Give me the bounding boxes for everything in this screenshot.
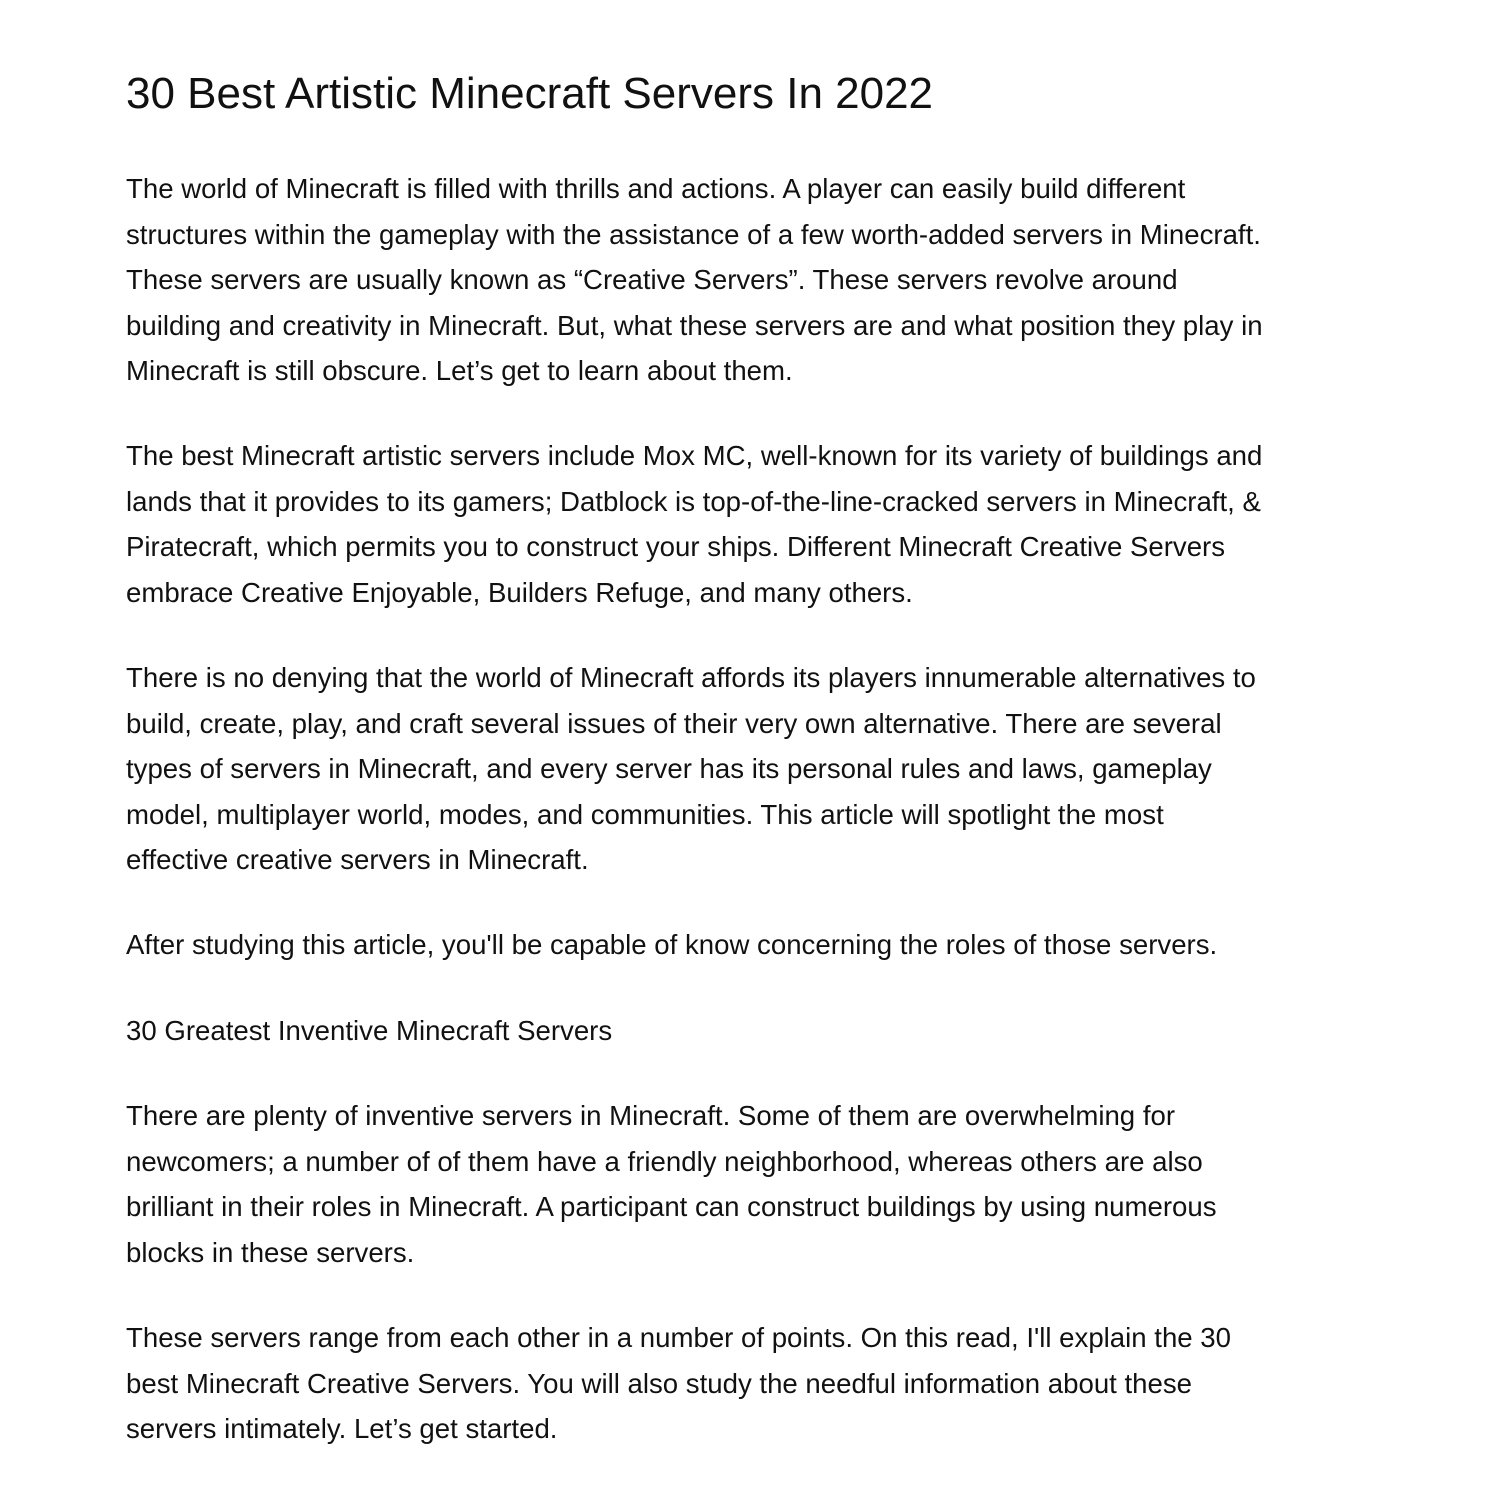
paragraph-no-denying [126, 655, 1388, 883]
paragraph-line: After studying this article, you'll be capable of know concerning the roles of those servers. [126, 929, 1218, 960]
paragraph-best-servers [126, 433, 1388, 615]
paragraph-line: There are plenty of inventive servers in Minecraft. Some of them are overwhelming for [126, 1100, 1176, 1131]
paragraph-line: The world of Minecraft is filled with thrills and actions. A player can easily build different [126, 173, 1186, 204]
paragraph-line: newcomers; a number of of them have a friendly neighborhood, whereas others are also [126, 1145, 1203, 1177]
paragraph-line: There is no denying that the world of Minecraft affords its players innumerable alternatives to [126, 662, 1256, 693]
paragraph-line: model, multiplayer world, modes, and communities. This article will spotlight the most [126, 798, 1164, 830]
page-title: 30 Best Artistic Minecraft Servers In 2022 [126, 69, 934, 118]
paragraph-line: The best Minecraft artistic servers include Mox MC, well-known for its variety of buildings and [126, 440, 1263, 471]
paragraph-line: brilliant in their roles in Minecraft. A participant can construct buildings by using numerous [126, 1191, 1217, 1222]
paragraph-line: building and creativity in Minecraft. But, what these servers are and what position they play in [126, 309, 1263, 341]
paragraph-line: structures within the gameplay with the assistance of a few worth-added servers in Minecraft. [126, 218, 1261, 250]
paragraph-line: Minecraft is still obscure. Let’s get to learn about them. [126, 355, 793, 386]
paragraph-line: best Minecraft Creative Servers. You will also study the needful information about these [126, 1367, 1193, 1399]
section-heading [126, 1008, 1388, 1054]
paragraph-line: embrace Creative Enjoyable, Builders Refuge, and many others. [126, 576, 913, 608]
paragraph-line: 30 Greatest Inventive Minecraft Servers [126, 1015, 613, 1046]
paragraph-line: types of servers in Minecraft, and every server has its personal rules and laws, gameplay [126, 753, 1212, 784]
paragraph-line: servers intimately. Let’s get started. [126, 1413, 558, 1444]
paragraph-line: build, create, play, and craft several issues of their very own alternative. There are several [126, 707, 1222, 739]
paragraph-range [126, 1315, 1388, 1452]
paragraph-line: These servers are usually known as “Creative Servers”. These servers revolve around [126, 264, 1178, 295]
paragraph-line: Piratecraft, which permits you to construct your ships. Different Minecraft Creative Servers [126, 531, 1226, 562]
paragraph-line: lands that it provides to its gamers; Datblock is top-of-the-line-cracked servers in Minecraft, & [126, 485, 1261, 517]
paragraph-line: blocks in these servers. [126, 1236, 415, 1268]
paragraph-line: effective creative servers in Minecraft. [126, 844, 589, 875]
paragraph-after-studying [126, 922, 1388, 968]
paragraph-line: These servers range from each other in a number of points. On this read, I'll explain the 30 [126, 1322, 1232, 1353]
paragraph-intro [126, 166, 1388, 394]
paragraph-plenty [126, 1093, 1388, 1275]
